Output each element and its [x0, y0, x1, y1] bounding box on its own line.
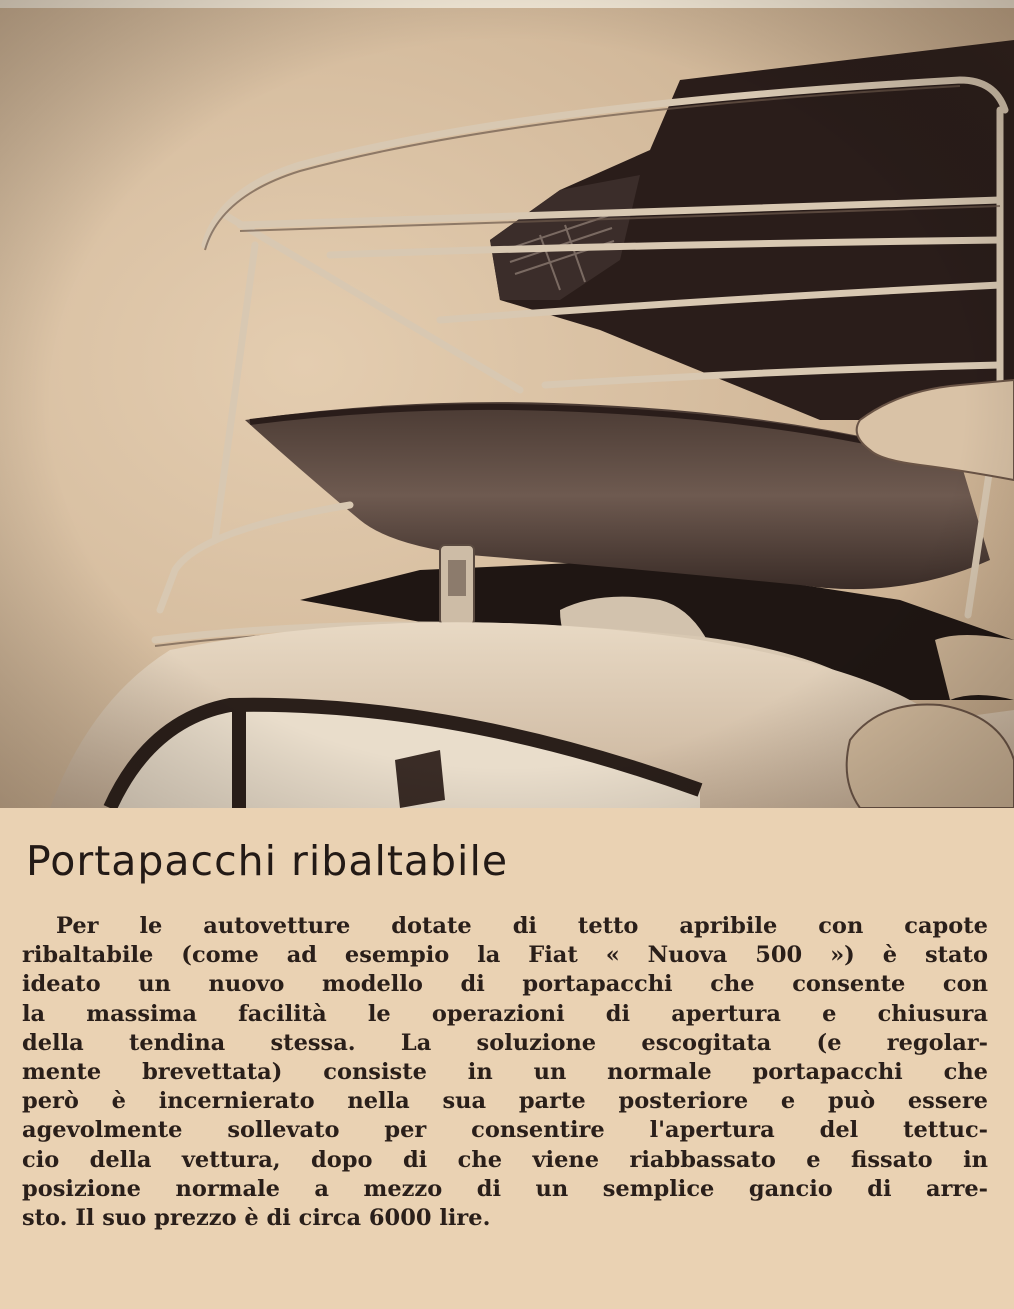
- body-line: agevolmente sollevato per consentire l'apertura del tettuc-: [22, 1117, 988, 1144]
- body-line: ribaltabile (come ad esempio la Fiat « Nuova 500 ») è stato: [22, 942, 988, 969]
- body-line: la massima facilità le operazioni di apertura e chiusura: [22, 1000, 988, 1027]
- body-line: Per le autovetture dotate di tetto apribile con capote: [56, 913, 988, 939]
- body-line: mente brevettata) consiste in un normale portapacchi che: [22, 1058, 988, 1085]
- body-line: sto. Il suo prezzo è di circa 6000 lire.: [22, 1204, 491, 1231]
- body-line: cio della vettura, dopo di che viene riabbassato e fissato in: [22, 1146, 988, 1173]
- body-line: però è incernierato nella sua parte posteriore e può essere: [22, 1088, 988, 1115]
- article-title: Portapacchi ribaltabile: [26, 837, 509, 885]
- body-line: della tendina stessa. La soluzione escogitata (e regolar-: [22, 1029, 988, 1056]
- article-body: [22, 912, 988, 1233]
- body-line: ideato un nuovo modello di portapacchi che consente con: [22, 971, 988, 998]
- body-line: posizione normale a mezzo di un semplice gancio di arre-: [22, 1175, 988, 1202]
